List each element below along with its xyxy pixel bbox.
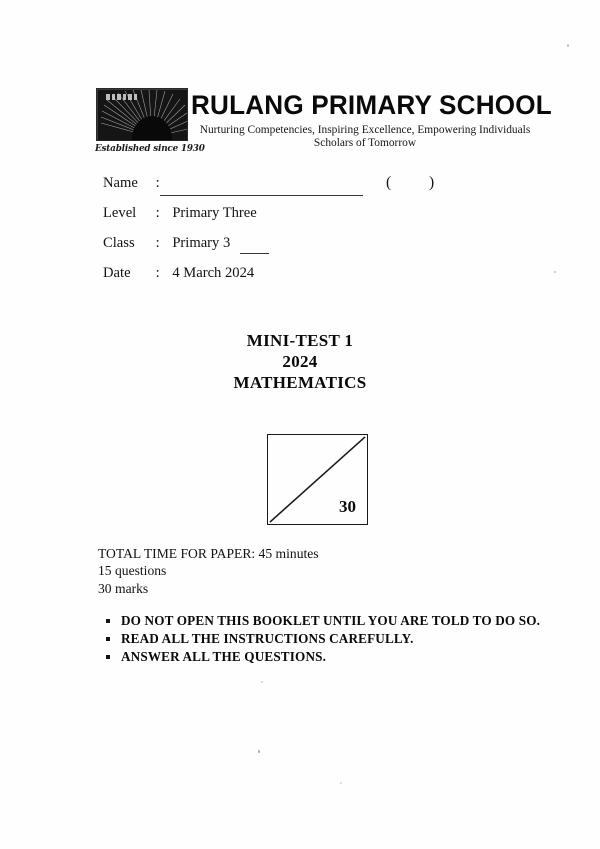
instructions-list [104, 613, 544, 667]
bullet-square-icon [106, 637, 110, 641]
paper-info-block [98, 545, 319, 597]
field-label-class: Class [103, 235, 135, 251]
field-row-date [103, 258, 523, 288]
instruction-item [104, 613, 544, 629]
bullet-square-icon [106, 655, 110, 659]
rulang-sunburst-logo-icon [96, 88, 188, 141]
instruction-text: DO NOT OPEN THIS BOOKLET UNTIL YOU ARE TOLD TO DO SO. [121, 613, 541, 628]
field-colon-name: : [155, 175, 160, 191]
total-marks-value: 30 [339, 497, 356, 516]
exam-title-line-2: 2024 [282, 352, 318, 371]
field-row-level [103, 198, 523, 228]
scan-speck [340, 782, 342, 784]
school-name: RULANG PRIMARY SCHOOL [191, 90, 552, 120]
name-write-in-line[interactable] [160, 195, 363, 196]
exam-title-line-1: MINI-TEST 1 [246, 331, 354, 350]
scan-speck [258, 750, 260, 753]
scan-speck [567, 44, 569, 47]
exam-title-line-3: MATHEMATICS [233, 373, 367, 392]
exam-title-block [0, 330, 600, 393]
school-established-text: Established since 1930 [95, 143, 205, 154]
instruction-item [104, 631, 544, 647]
field-colon-date: : [155, 265, 160, 281]
paper-total-time: TOTAL TIME FOR PAPER: 45 minutes [98, 546, 319, 561]
field-row-name [103, 168, 523, 198]
field-colon-level: : [155, 205, 160, 221]
field-row-class [103, 228, 523, 258]
field-label-date: Date [103, 265, 131, 281]
school-tagline-line-2: Scholars of Tomorrow [313, 137, 417, 149]
paper-total-marks: 30 marks [98, 580, 149, 596]
field-value-level: Primary Three [172, 205, 257, 221]
instruction-text: READ ALL THE INSTRUCTIONS CAREFULLY. [121, 630, 414, 646]
field-colon-class: : [155, 235, 160, 251]
index-number-paren-open: ( [386, 174, 392, 191]
class-write-in-line[interactable] [240, 253, 269, 254]
school-tagline-line-1: Nurturing Competencies, Inspiring Excellence, Empowering Individuals [199, 124, 531, 136]
bullet-square-icon [106, 619, 110, 623]
instruction-item [104, 649, 544, 665]
instruction-text: ANSWER ALL THE QUESTIONS. [121, 648, 327, 664]
scan-speck [554, 271, 556, 273]
scan-speck [261, 681, 263, 683]
total-marks-box [267, 434, 368, 525]
field-value-date: 4 March 2024 [172, 265, 255, 281]
index-number-paren-close: ) [429, 174, 435, 191]
field-label-level: Level [103, 205, 137, 221]
paper-question-count: 15 questions [98, 563, 167, 579]
field-value-class: Primary 3 [172, 235, 231, 251]
school-letterhead [0, 0, 600, 165]
field-label-name: Name [103, 175, 138, 191]
